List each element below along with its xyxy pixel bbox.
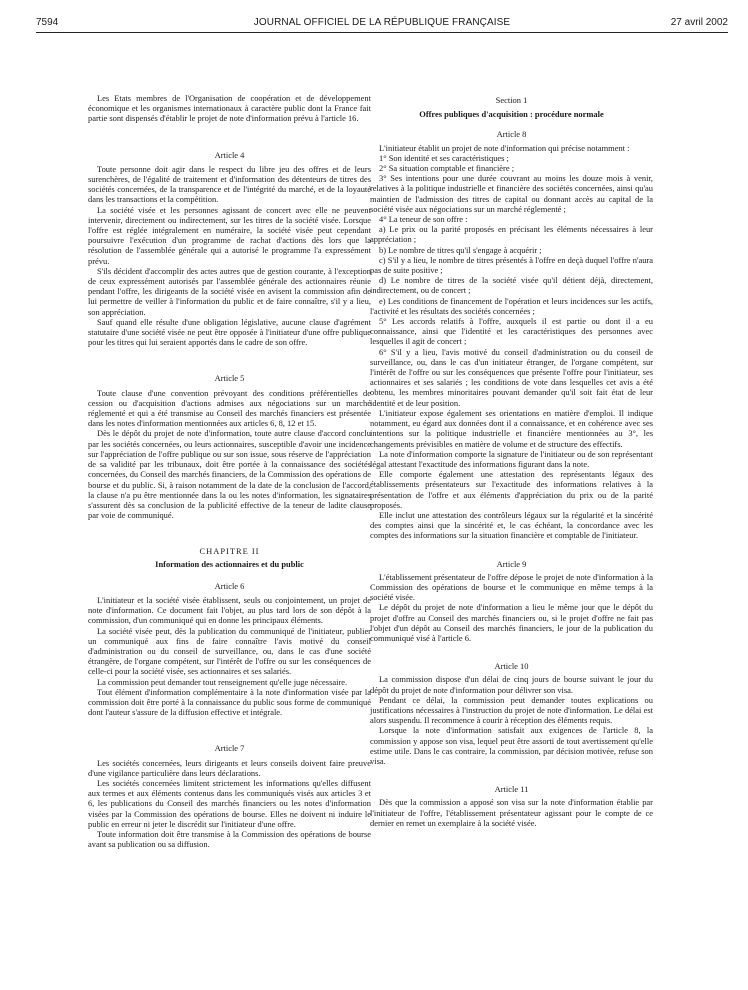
- article-8-paragraph: La note d'information comporte la signature de l'initiateur ou de son représentant légal attestant l'exactitude des informations figurant dans la note.: [370, 448, 653, 469]
- publication-date: 27 avril 2002: [670, 17, 728, 28]
- article-5-paragraph: Dès le dépôt du projet de note d'information, toute autre clause d'accord conclu par les sociétés concernées, ou leurs actionnaires, susceptible d'avoir une incidence sur l'appréciation de l'offre publique ou sur son issue, sous réserve de l'appréciation de sa validité par les tribunaux, doit être portée à la connaissance des sociétés concernées, du Conseil des marchés financiers, de la Commission des opérations de bourse et du public. Si, à raison notamment de la date de la conclusion de l'accord, la clause n'a pu être mentionnée dans la ou les notes d'information, les signataires s'assurent dès sa conclusion de la publicité effective de la teneur de ladite clause par voie de communiqué.: [88, 428, 371, 521]
- article-9-paragraph: L'établissement présentateur de l'offre dépose le projet de note d'information à la Commission des opérations de bourse et le communique en même temps à la société visée.: [370, 571, 653, 603]
- article-8-list-item: 5° Les accords relatifs à l'offre, auxquels il est partie ou dont il a eu connaissance, ainsi que l'identité et les caractéristiques des personnes avec lesquelles il agit de concert ;: [370, 316, 653, 347]
- article-11-paragraph: Dès que la commission a apposé son visa sur la note d'information établie par l'initiateur de l'offre, l'établissement présentateur agissant pour le compte de ce dernier en remet un exemplaire à la société visée.: [370, 797, 653, 828]
- article-4-paragraph: Toute personne doit agir dans le respect du libre jeu des offres et de leurs surenchères, de l'égalité de traitement et d'information des détenteurs de titres des sociétés concernées, de la transparence et de l'intégrité du marché, et de la loyauté dans les transactions et la compétition.: [88, 163, 371, 205]
- article-5-paragraph: Toute clause d'une convention prévoyant des conditions préférentielles de cession ou d'acquisition d'actions admises aux négociations sur un marché réglementé et qui a été transmise au Conseil des marchés financiers est présentée dans les notes d'information mentionnées aux articles 6, 8, 12 et 15.: [88, 387, 371, 429]
- article-9-paragraph: Le dépôt du projet de note d'information a lieu le même jour que le dépôt du projet d'offre au Conseil des marchés financiers ou, si le projet d'offre ne fait pas l'objet d'un dépôt au Conseil des marchés financiers, le jour de la publication du communiqué visé à l'article 6.: [370, 602, 653, 643]
- section-subtitle: Offres publiques d'acquisition : procédure normale: [419, 109, 604, 120]
- article-4-heading: Article 4: [214, 149, 245, 160]
- header-rule: [36, 32, 728, 33]
- article-8-list-item: d) Le nombre de titres de la société visée qu'il détient déjà, directement, indirectement, ou de concert ;: [370, 275, 653, 296]
- article-10-heading: Article 10: [494, 661, 529, 672]
- article-7-paragraph: Les sociétés concernées limitent strictement les informations qu'elles diffusent aux termes et aux éléments contenus dans les communiqués visés aux articles 3 et 6, les publications du Conseil des marchés financiers ou les notes d'information visées par la Commission des opérations de bourse. Elles ne doivent ni induire le public en erreur ni jeter le discrédit sur l'initiateur d'une offre.: [88, 777, 371, 829]
- article-6-paragraph: La commission peut demander tout renseignement qu'elle juge nécessaire.: [97, 676, 348, 687]
- article-8-paragraph: L'initiateur expose également ses orientations en matière d'emploi. Il indique notamment, eu égard aux données dont il a connaissance, et en cohérence avec ses intentions sur la politique industrielle et financière mentionnées au 3°, les changements prévisibles en matière de volume et de structure des effectifs.: [370, 407, 653, 449]
- article-8-paragraph: L'initiateur établit un projet de note d'information qui précise notamment :: [379, 142, 630, 153]
- article-8-list-item: 1° Son identité et ses caractéristiques ;: [379, 152, 509, 163]
- article-5-heading: Article 5: [214, 373, 245, 384]
- article-8-list-item: 3° Ses intentions pour une durée couvrant au moins les douze mois à venir, relatives à la politique industrielle et financière des sociétés concernées, ainsi qu'au maintien de l'admission des titres de capital ou donnant accès au capital de la société visée aux négociations sur un marché réglementé ;: [370, 173, 653, 214]
- article-4-paragraph: Sauf quand elle résulte d'une obligation législative, aucune clause d'agrément statutaire d'une société visée ne peut être opposée à l'initiateur d'une offre publique pour les titres qui lui seraient apportés dans le cadre de son offre.: [88, 316, 371, 348]
- article-6-heading: Article 6: [214, 580, 245, 591]
- article-8-list-item: a) Le prix ou la parité proposés en précisant les éléments nécessaires à leur appréciation ;: [370, 224, 653, 245]
- article-8-list-item: 6° S'il y a lieu, l'avis motivé du conseil d'administration ou du conseil de surveillance, ou, dans le cas d'un initiateur étranger, de l'organe compétent, sur l'intérêt de l'offre ou sur les conséquences que présente l'offre pour l'initiateur, ses actionnaires et ses salariés ; les conditions de vote dans lesquelles cet avis a été obtenu, les membres minoritaires pouvant demander qu'il soit fait état de leur identité et de leur position.: [370, 346, 653, 408]
- article-8-heading: Article 8: [496, 129, 527, 140]
- article-6-paragraph: Tout élément d'information complémentaire à la note d'information visée par la commission doit être porté à la connaissance du public sous forme de communiqué dont l'auteur s'assure de la diffusion effective et intégrale.: [88, 686, 371, 718]
- page-number: 7594: [36, 17, 59, 28]
- article-11-heading: Article 11: [494, 784, 529, 795]
- article-8-list-item: e) Les conditions de financement de l'opération et leurs incidences sur les actifs, l'activité et les résultats des sociétés concernées ;: [370, 295, 653, 316]
- article-8-list-item: 2° Sa situation comptable et financière ;: [379, 163, 515, 174]
- intro-paragraph: Les Etats membres de l'Organisation de coopération et de développement économique et les organismes internationaux à caractère public dont la France fait partie sont dispensés d'établir le projet de note d'information prévu à l'article 16.: [88, 93, 371, 124]
- article-7-paragraph: Toute information doit être transmise à la Commission des opérations de bourse avant sa publication ou sa diffusion.: [88, 828, 371, 850]
- article-4-paragraph: La société visée et les personnes agissant de concert avec elle ne peuvent intervenir, directement ou indirectement, sur les titres de la société visée. Lorsque l'offre est réglée intégralement en numéraire, la société visée peut cependant poursuivre l'exécution d'un programme de rachat d'actions dès lors que la résolution de l'assemblée générale qui a autorisé le programme l'a expressément prévu.: [88, 204, 371, 266]
- article-7-paragraph: Les sociétés concernées, leurs dirigeants et leurs conseils doivent faire preuve d'une vigilance particulière dans leurs déclarations.: [88, 757, 371, 778]
- article-7-heading: Article 7: [214, 743, 245, 754]
- article-8-list-item: b) Le nombre de titres qu'il s'engage à acquérir ;: [379, 244, 542, 255]
- chapter-subtitle: Information des actionnaires et du public: [155, 558, 304, 569]
- article-10-paragraph: Lorsque la note d'information satisfait aux exigences de l'article 8, la commission y appose son visa, lequel peut être assorti de tout avertissement qu'elle estime utile. Dans le cas contraire, la commission, par décision motivée, refuse son visa.: [370, 725, 653, 766]
- article-6-paragraph: La société visée peut, dès la publication du communiqué de l'initiateur, publier un communiqué aux fins de faire connaître l'avis motivé du conseil d'administration ou du conseil de surveillance, ou, dans le cas d'une société étrangère, de l'organe compétent, sur l'intérêt de l'offre ou sur les conséquences de celle-ci pour la société visée, ses actionnaires et ses salariés.: [88, 625, 371, 677]
- article-6-paragraph: L'initiateur et la société visée établissent, seuls ou conjointement, un projet de note d'information. Ce document fait l'objet, au plus tard lors de son dépôt à la commission, d'un communiqué qui en donne les principaux éléments.: [88, 594, 371, 626]
- article-8-paragraph: Elle inclut une attestation des contrôleurs légaux sur la régularité et la sincérité des comptes ainsi que la sincérité et, le cas échéant, la concordance avec les comptes des informations sur la situation financière et comptable de l'initiateur.: [370, 509, 653, 541]
- article-10-paragraph: La commission dispose d'un délai de cinq jours de bourse suivant le jour du dépôt du projet de note d'information pour délivrer son visa.: [370, 674, 653, 695]
- article-8-list-item: c) S'il y a lieu, le nombre de titres présentés à l'offre en deçà duquel l'offre n'aura pas de suite positive ;: [370, 254, 653, 276]
- page-header: [36, 17, 728, 37]
- right-column: [370, 93, 653, 828]
- article-9-heading: Article 9: [496, 558, 527, 569]
- article-8-paragraph: Elle comporte également une attestation des représentants légaux des établissements présentateurs sur l'exactitude des informations relatives à la présentation de l'offre et aux éléments d'appréciation du prix ou de la parité proposés.: [370, 469, 653, 510]
- section-heading: Section 1: [495, 95, 528, 105]
- left-column: [88, 93, 371, 849]
- article-8-list-item: 4° La teneur de son offre :: [379, 214, 468, 225]
- journal-title: JOURNAL OFFICIEL DE LA RÉPUBLIQUE FRANÇAISE: [253, 17, 511, 28]
- chapter-heading: CHAPITRE II: [199, 546, 260, 557]
- article-10-paragraph: Pendant ce délai, la commission peut demander toutes explications ou justifications nécessaires à l'instruction du projet de note d'information. Le délai est alors suspendu. Il recommence à courir à réception des éléments requis.: [370, 694, 653, 726]
- article-4-paragraph: S'ils décident d'accomplir des actes autres que de gestion courante, à l'exception de ceux expressément autorisés par l'assemblée générale des actionnaires réunie pendant l'offre, les dirigeants de la société visée en avisent la commission afin de lui permettre de veiller à l'information du public et de faire connaître, s'il y a lieu, son appréciation.: [88, 265, 371, 317]
